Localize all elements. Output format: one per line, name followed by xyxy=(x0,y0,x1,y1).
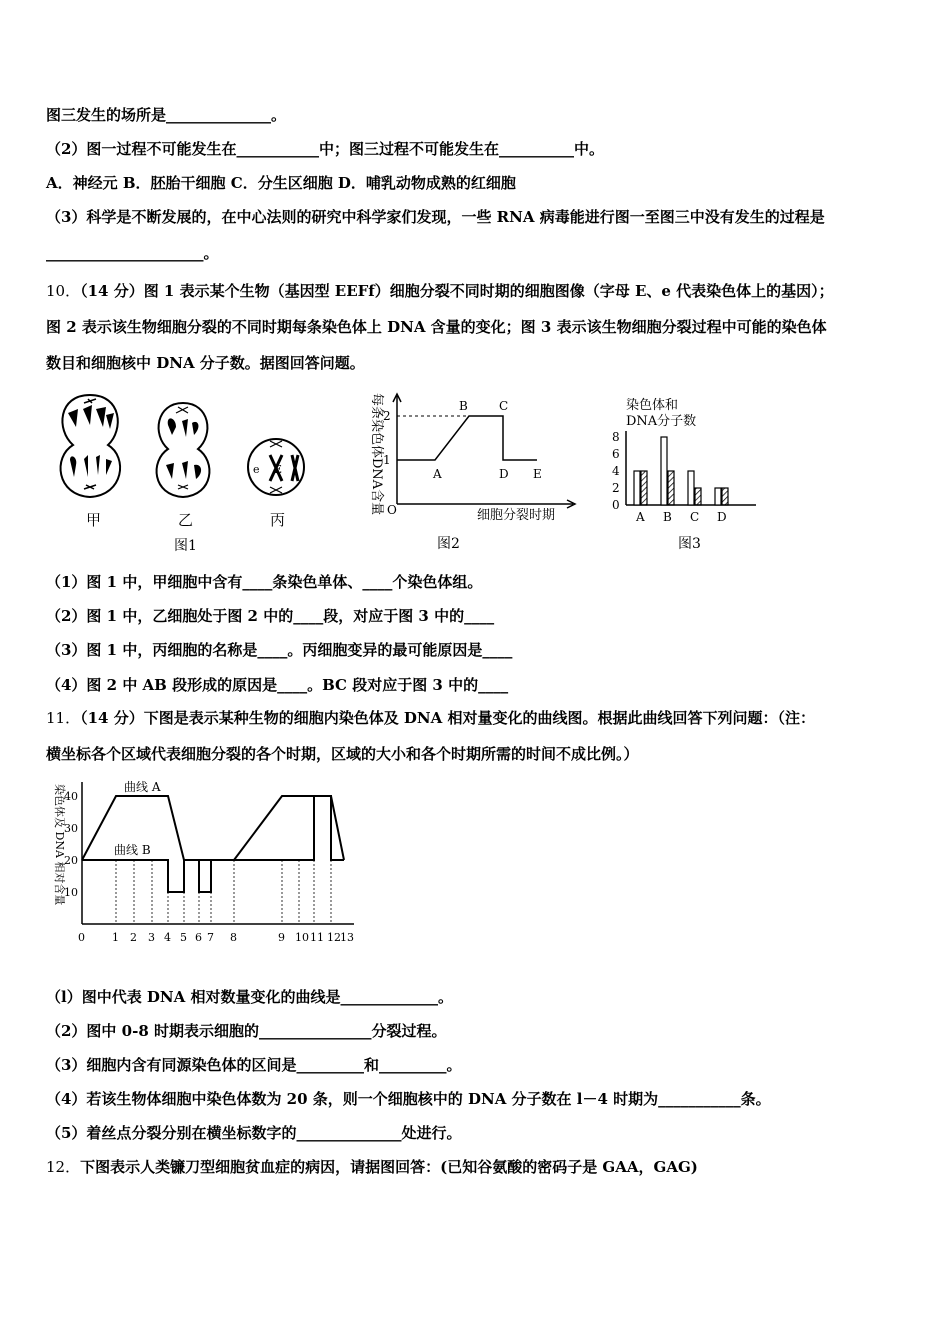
figure-1-caption: 图1 xyxy=(174,538,197,554)
fig3-ylabel-line2: DNA分子数 xyxy=(626,414,697,429)
fig2-point-label: B xyxy=(459,399,468,413)
fig3-ytick: 0 xyxy=(612,498,620,512)
fig3-ytick: 8 xyxy=(612,430,620,444)
fig4-curve-b-label: 曲线 B xyxy=(114,843,151,857)
question-11-line-1: 11．（14 分）下图是表示某种生物的细胞内染色体及 DNA 相对量变化的曲线图。根据此曲线回答下列问题：（注： xyxy=(46,709,815,727)
fig4-ytick: 40 xyxy=(64,790,78,803)
fig3-ytick: 6 xyxy=(612,447,620,461)
fig4-xtick: 8 xyxy=(230,931,237,944)
fig4-xtick: 7 xyxy=(207,931,214,944)
question-10-sub-1: （1）图 1 中，甲细胞中含有____条染色单体、____个染色体组。 xyxy=(46,573,483,591)
fig2-point-label: E xyxy=(533,467,542,481)
question-12-line-1: 12．下图表示人类镰刀型细胞贫血症的病因，请据图回答：(已知谷氨酸的密码子是 GAA，GAG) xyxy=(46,1158,698,1176)
fig2-point-label: D xyxy=(499,467,509,481)
fig3-ylabel-line1: 染色体和 xyxy=(626,398,679,413)
fig3-bar-chromosome xyxy=(661,437,667,505)
text-line-3: A．神经元 B．胚胎干细胞 C．分生区细胞 D．哺乳动物成熟的红细胞 xyxy=(46,174,516,192)
fig4-xtick: 12 xyxy=(327,931,341,944)
fig3-bar-dna xyxy=(722,488,728,505)
fig3-category-label: D xyxy=(717,510,727,524)
question-11-sub-5: （5）着丝点分裂分别在横坐标数字的______________处进行。 xyxy=(46,1124,462,1142)
fig2-series-line xyxy=(397,416,537,460)
figure-3-caption: 图3 xyxy=(678,536,701,552)
figure-2-caption: 图2 xyxy=(437,536,460,552)
cell-bing-drawing xyxy=(248,439,304,495)
fig4-xtick: 11 xyxy=(310,931,324,944)
fig3-category-label: B xyxy=(663,510,672,524)
fig3-bar-chromosome xyxy=(715,488,721,505)
question-10-line-2: 图 2 表示该生物细胞分裂的不同时期每条染色体上 DNA 含量的变化；图 3 表示该生物细胞分裂过程中可能的染色体 xyxy=(46,318,827,336)
question-number-11: 11． xyxy=(46,709,81,727)
fig3-bar-dna xyxy=(695,488,701,505)
cell-jia-drawing xyxy=(61,395,121,497)
question-10-line-3: 数目和细胞核中 DNA 分子数。据图回答问题。 xyxy=(46,354,365,372)
fig4-ytick: 30 xyxy=(64,822,78,835)
cell-label-jia: 甲 xyxy=(86,511,102,529)
fig4-xtick: 4 xyxy=(164,931,171,944)
figure-2 xyxy=(355,388,585,553)
cell-label-yi: 乙 xyxy=(178,511,194,529)
text-line-1: 图三发生的场所是______________。 xyxy=(46,106,287,124)
cell-label-bing: 丙 xyxy=(270,511,286,529)
text-line-5: _____________________。 xyxy=(46,244,219,262)
question-11-sub-4: （4）若该生物体细胞中染色体数为 20 条，则一个细胞核中的 DNA 分子数在 l－4 时期为___________条。 xyxy=(46,1090,771,1108)
fig4-xtick: 10 xyxy=(295,931,309,944)
fig3-category-label: A xyxy=(636,510,645,524)
fig4-xtick: 2 xyxy=(130,931,137,944)
fig2-ylabel: 每条染色体DNA含量 xyxy=(369,393,384,516)
gene-label-e: e xyxy=(253,463,260,476)
fig2-point-label: C xyxy=(499,399,509,413)
fig2-xlabel: 细胞分裂时期 xyxy=(477,508,556,523)
fig4-xtick: 1 xyxy=(112,931,119,944)
fig3-ytick: 2 xyxy=(612,481,620,495)
question-10-sub-4: （4）图 2 中 AB 段形成的原因是____。BC 段对应于图 3 中的____ xyxy=(46,676,509,694)
question-10-sub-2: （2）图 1 中，乙细胞处于图 2 中的____段，对应于图 3 中的____ xyxy=(46,607,495,625)
fig4-xtick: 6 xyxy=(195,931,202,944)
fig2-ytick: 2 xyxy=(383,409,391,423)
fig4-ytick: 20 xyxy=(64,854,78,867)
figure-4 xyxy=(44,774,364,954)
text-line-4: （3）科学是不断发展的，在中心法则的研究中科学家们发现，一些 RNA 病毒能进行图一至图三中没有发生的过程是 xyxy=(46,208,825,226)
fig2-point-label: A xyxy=(433,467,442,481)
question-11-sub-3: （3）细胞内含有同源染色体的区间是_________和_________。 xyxy=(46,1056,462,1074)
fig4-xtick: 13 xyxy=(340,931,354,944)
question-11-line-2: 横坐标各个区域代表细胞分裂的各个时期，区域的大小和各个时期所需的时间不成比例。） xyxy=(46,745,639,763)
fig3-bar-chromosome xyxy=(634,471,640,505)
fig4-curve-a-label: 曲线 A xyxy=(124,780,161,794)
fig3-bar-chromosome xyxy=(688,471,694,505)
question-number-10: 10． xyxy=(46,282,81,300)
figure-1 xyxy=(48,385,320,555)
figure-3 xyxy=(608,395,763,553)
question-10-line-1: 10．（14 分）图 1 表示某个生物（基因型 EEFf）细胞分裂不同时期的细胞图像（字母 E、e 代表染色体上的基因）； xyxy=(46,282,834,300)
fig3-bar-dna xyxy=(641,471,647,505)
question-10-sub-3: （3）图 1 中，丙细胞的名称是____。丙细胞变异的最可能原因是____ xyxy=(46,641,513,659)
fig2-ytick: 1 xyxy=(383,453,391,467)
fig4-ytick: 10 xyxy=(64,886,78,899)
fig4-xtick: 0 xyxy=(78,931,85,944)
fig4-xtick: 3 xyxy=(148,931,155,944)
fig4-xtick: 5 xyxy=(180,931,187,944)
question-number-12: 12． xyxy=(46,1158,81,1176)
text-line-2: （2）图一过程不可能发生在___________中；图三过程不可能发生在__________中。 xyxy=(46,140,604,158)
fig2-origin: O xyxy=(387,503,397,517)
fig4-xtick: 9 xyxy=(278,931,285,944)
fig3-category-label: C xyxy=(690,510,700,524)
question-11-sub-2: （2）图中 0-8 时期表示细胞的_______________分裂过程。 xyxy=(46,1022,447,1040)
question-11-sub-1: （l）图中代表 DNA 相对数量变化的曲线是_____________。 xyxy=(46,988,454,1006)
cell-yi-drawing xyxy=(157,403,210,497)
fig3-ytick: 4 xyxy=(612,464,620,478)
fig4-ylabel: 染色体及 DNA 相对含量 xyxy=(53,784,66,906)
gene-label-E: E xyxy=(274,463,283,476)
fig3-bar-dna xyxy=(668,471,674,505)
